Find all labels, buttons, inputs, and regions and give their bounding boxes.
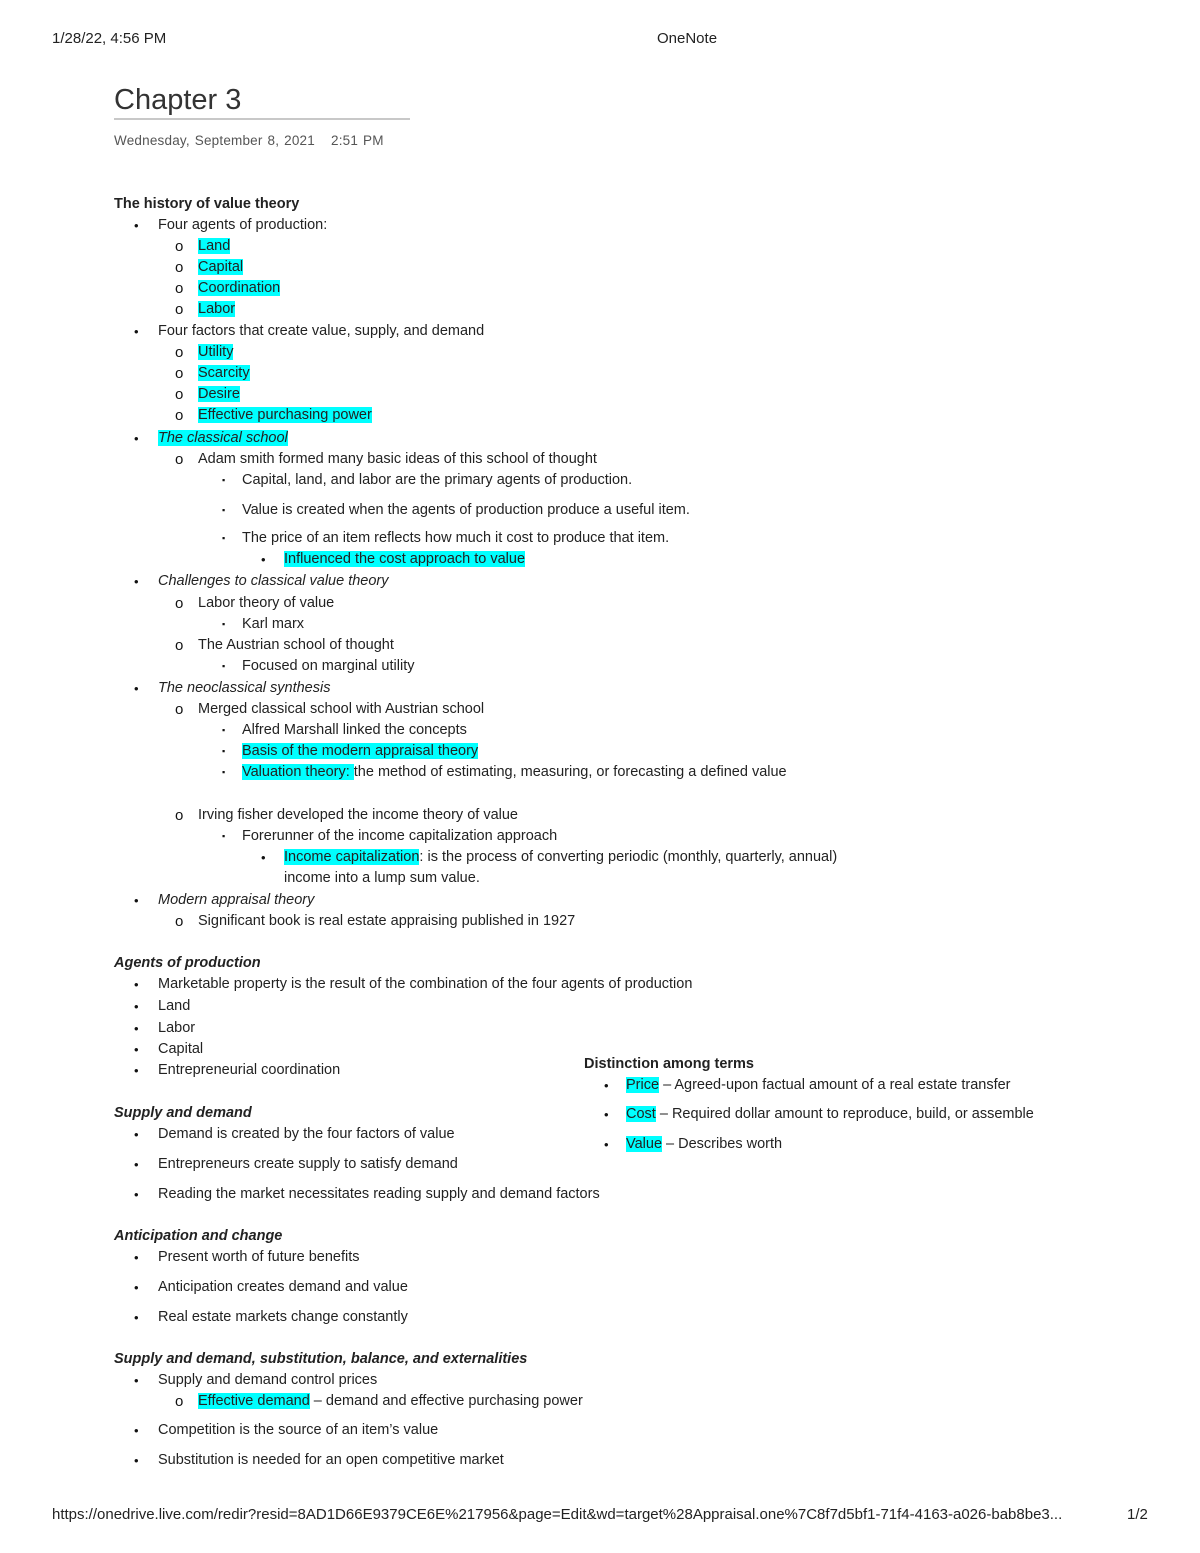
section-heading-supply-demand: Supply and demand [114,1105,252,1121]
highlighted-text: Coordination [198,280,281,296]
list-item: Adam smith formed many basic ideas of this school of thought [198,451,597,467]
bullet-icon: • [134,574,139,589]
term-definition: – Required dollar amount to reproduce, build, or assemble [655,1106,1034,1122]
circle-bullet-icon: o [175,238,184,255]
square-bullet-icon: ▪ [222,661,226,671]
list-item: Entrepreneurs create supply to satisfy demand [158,1156,458,1172]
highlighted-text: Utility [198,344,234,360]
bullet-icon: • [134,1021,139,1036]
bullet-icon: • [134,681,139,696]
list-item: Competition is the source of an item’s value [158,1422,439,1438]
highlighted-term: Value [626,1136,663,1152]
list-item [198,299,235,320]
list-item [284,549,525,570]
circle-bullet-icon: o [175,451,184,468]
highlighted-term: Valuation theory: [242,764,354,780]
bullet-icon: • [134,431,139,446]
circle-bullet-icon: o [175,807,184,824]
page-date: Wednesday, September 8, 2021 [114,133,315,148]
list-item: Labor theory of value [198,595,335,611]
bullet-icon: • [134,1423,139,1438]
highlighted-text: The classical school [158,430,288,446]
highlighted-term: Effective demand [198,1393,310,1409]
square-bullet-icon: ▪ [222,619,226,629]
page-date-line [114,133,384,148]
list-item [198,342,233,363]
list-item: Significant book is real estate appraising published in 1927 [198,913,576,929]
highlighted-term: Price [626,1077,660,1093]
list-item: Focused on marginal utility [242,658,415,674]
square-bullet-icon: ▪ [222,533,226,543]
circle-bullet-icon: o [175,595,184,612]
bullet-icon: • [134,1310,139,1325]
list-item: Labor [158,1020,196,1036]
list-item: Merged classical school with Austrian school [198,701,485,717]
list-item: Real estate markets change constantly [158,1309,408,1325]
list-item [198,236,230,257]
list-item [626,1134,782,1155]
list-item [198,384,240,405]
list-item [284,847,859,889]
list-item: Karl marx [242,616,305,632]
circle-bullet-icon: o [175,386,184,403]
circle-bullet-icon: o [175,1393,184,1410]
list-item [198,278,280,299]
term-definition: the method of estimating, measuring, or forecasting a defined value [353,764,787,780]
print-datetime: 1/28/22, 4:56 PM [52,30,167,47]
bullet-icon: • [134,1373,139,1388]
highlighted-text: Scarcity [198,365,250,381]
square-bullet-icon: ▪ [222,746,226,756]
print-app-name: OneNote [657,30,718,47]
list-item: Capital [158,1041,204,1057]
list-item [242,762,822,783]
section-heading-anticipation: Anticipation and change [114,1228,283,1244]
term-definition: – Describes worth [662,1136,783,1152]
list-item [626,1075,1011,1096]
circle-bullet-icon: o [175,701,184,718]
page-time: 2:51 PM [330,133,384,148]
list-item: The price of an item reflects how much it cost to produce that item. [242,530,670,546]
bullet-icon: • [134,1042,139,1057]
list-item: Capital, land, and labor are the primary agents of production. [242,472,633,488]
list-item [198,363,250,384]
list-item: Forerunner of the income capitalization approach [242,828,558,844]
list-item: Present worth of future benefits [158,1249,360,1265]
circle-bullet-icon: o [175,280,184,297]
section-heading-history: The history of value theory [114,196,300,212]
bullet-icon: • [134,893,139,908]
bullet-icon: • [134,1157,139,1172]
highlighted-text: Influenced the cost approach to value [284,551,526,567]
bullet-icon: • [604,1107,609,1122]
list-item: Anticipation creates demand and value [158,1279,408,1295]
section-heading-distinction: Distinction among terms [584,1056,754,1072]
circle-bullet-icon: o [175,407,184,424]
list-item [198,1391,583,1412]
page-title: Chapter 3 [114,84,242,116]
list-item: The neoclassical synthesis [158,680,331,696]
circle-bullet-icon: o [175,365,184,382]
list-item [158,428,288,449]
list-item: Reading the market necessitates reading supply and demand factors [158,1186,600,1202]
bullet-icon: • [134,977,139,992]
list-item: Modern appraisal theory [158,892,315,908]
section-heading-agents: Agents of production [114,955,261,971]
bullet-icon: • [134,218,139,233]
highlighted-text: Capital [198,259,244,275]
circle-bullet-icon: o [175,637,184,654]
list-item: Four factors that create value, supply, and demand [158,323,485,339]
circle-bullet-icon: o [175,259,184,276]
print-page-number: 1/2 [1127,1506,1148,1523]
circle-bullet-icon: o [175,344,184,361]
list-item [198,257,243,278]
section-heading-sdsbe: Supply and demand, substitution, balance, and externalities [114,1351,528,1367]
highlighted-text: Land [198,238,231,254]
term-definition: – demand and effective purchasing power [309,1393,583,1409]
square-bullet-icon: ▪ [222,725,226,735]
bullet-icon: • [134,999,139,1014]
list-item: Supply and demand control prices [158,1372,378,1388]
print-url: https://onedrive.live.com/redir?resid=8AD1D66E9379CE6E%217956&page=Edit&wd=target%28Appraisal.one%7C8f7d5bf1-71f4-4163-a026-bab8be3... [52,1506,1063,1523]
list-item: Challenges to classical value theory [158,573,389,589]
list-item [198,405,372,426]
bullet-icon: • [604,1078,609,1093]
list-item [242,741,478,762]
list-item: Substitution is needed for an open competitive market [158,1452,504,1468]
bullet-icon: • [604,1137,609,1152]
list-item: Value is created when the agents of production produce a useful item. [242,502,690,518]
term-definition: : is the process of converting periodic (monthly, quarterly, annual) income into a lump sum value. [284,849,838,886]
square-bullet-icon: ▪ [222,505,226,515]
bullet-icon: • [261,850,266,865]
list-item: Marketable property is the result of the combination of the four agents of production [158,976,693,992]
bullet-icon: • [261,552,266,567]
square-bullet-icon: ▪ [222,475,226,485]
highlighted-text: Desire [198,386,240,402]
list-item: Demand is created by the four factors of value [158,1126,455,1142]
list-item: Entrepreneurial coordination [158,1062,341,1078]
square-bullet-icon: ▪ [222,767,226,777]
list-item: Irving fisher developed the income theory of value [198,807,518,823]
bullet-icon: • [134,1250,139,1265]
highlighted-term: Income capitalization [284,849,420,865]
bullet-icon: • [134,1063,139,1078]
highlighted-text: Effective purchasing power [198,407,372,423]
list-item [626,1104,1034,1125]
bullet-icon: • [134,1453,139,1468]
title-underline [114,118,410,120]
highlighted-text: Basis of the modern appraisal theory [242,743,479,759]
list-item: The Austrian school of thought [198,637,394,653]
bullet-icon: • [134,1280,139,1295]
circle-bullet-icon: o [175,301,184,318]
circle-bullet-icon: o [175,913,184,930]
bullet-icon: • [134,324,139,339]
bullet-icon: • [134,1187,139,1202]
highlighted-text: Labor [198,301,236,317]
square-bullet-icon: ▪ [222,831,226,841]
highlighted-term: Cost [626,1106,656,1122]
term-definition: – Agreed-upon factual amount of a real estate transfer [659,1077,1011,1093]
list-item: Alfred Marshall linked the concepts [242,722,467,738]
list-item: Land [158,998,191,1014]
list-item: Four agents of production: [158,217,328,233]
bullet-icon: • [134,1127,139,1142]
